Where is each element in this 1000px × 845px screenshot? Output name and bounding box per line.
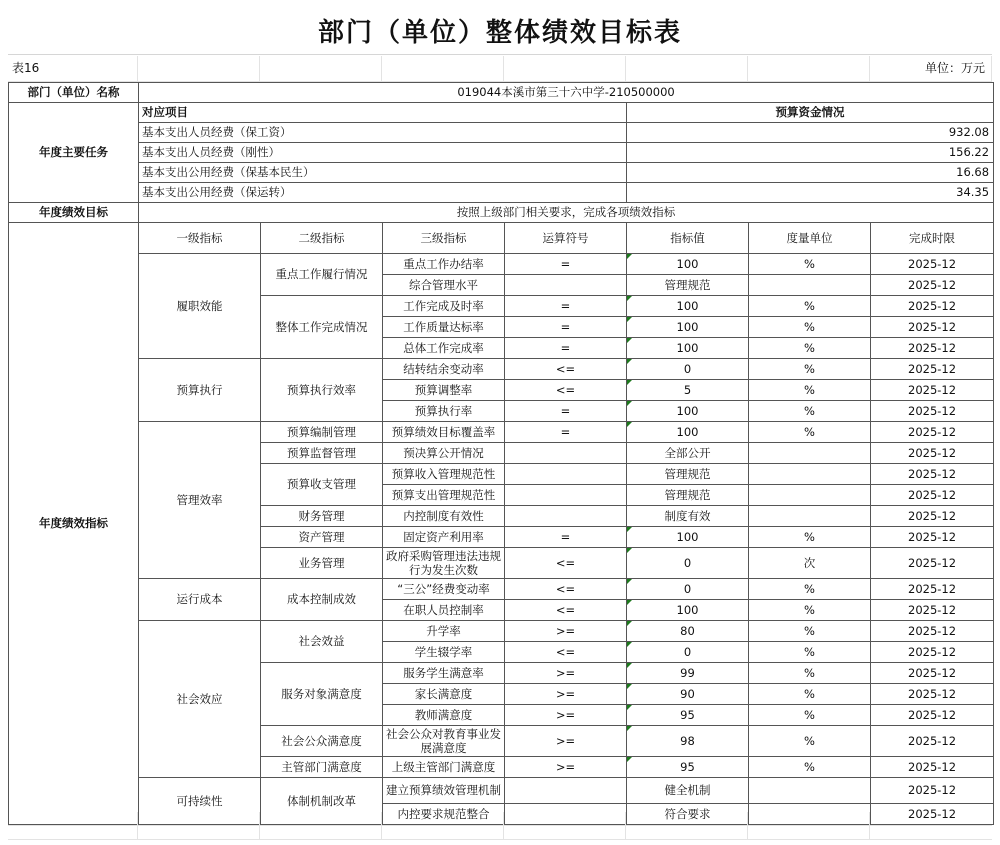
unit-cell[interactable]: % — [749, 642, 871, 663]
unit-cell[interactable] — [749, 443, 871, 464]
task-item[interactable]: 基本支出人员经费（保工资） — [139, 123, 627, 143]
op-cell[interactable]: = — [505, 254, 627, 275]
empty-cell[interactable] — [748, 56, 870, 82]
gridline — [625, 812, 626, 840]
unit-cell[interactable]: % — [749, 401, 871, 422]
op-cell[interactable]: = — [505, 296, 627, 317]
op-cell[interactable]: >= — [505, 684, 627, 705]
empty-cell[interactable] — [504, 56, 626, 82]
l3-cell[interactable]: 预算绩效目标覆盖率 — [383, 422, 505, 443]
value-cell[interactable]: 98 — [627, 726, 749, 757]
op-cell[interactable]: >= — [505, 621, 627, 642]
annual-goal-label: 年度绩效目标 — [9, 203, 139, 223]
gridline — [869, 812, 870, 840]
unit-cell[interactable]: % — [749, 317, 871, 338]
l2-cell[interactable]: 业务管理 — [261, 548, 383, 579]
l3-cell[interactable]: 综合管理水平 — [383, 275, 505, 296]
header-op: 运算符号 — [505, 223, 627, 254]
header-l3: 三级指标 — [383, 223, 505, 254]
sheet-header-row — [8, 56, 992, 81]
col-budget-header: 预算资金情况 — [627, 103, 994, 123]
time-cell[interactable]: 2025-12 — [871, 338, 994, 359]
value-cell[interactable]: 99 — [627, 663, 749, 684]
value-cell[interactable]: 80 — [627, 621, 749, 642]
header-value: 指标值 — [627, 223, 749, 254]
indicators-label: 年度绩效指标 — [9, 223, 139, 825]
time-cell[interactable]: 2025-12 — [871, 726, 994, 757]
l2-cell[interactable]: 资产管理 — [261, 527, 383, 548]
task-amount[interactable]: 16.68 — [627, 163, 994, 183]
value-cell[interactable]: 100 — [627, 422, 749, 443]
time-cell[interactable]: 2025-12 — [871, 663, 994, 684]
unit-cell[interactable] — [749, 485, 871, 506]
op-cell[interactable] — [505, 485, 627, 506]
l2-cell[interactable]: 预算执行效率 — [261, 359, 383, 422]
unit-cell[interactable] — [749, 506, 871, 527]
header-unit: 度量单位 — [749, 223, 871, 254]
unit-cell[interactable] — [749, 778, 871, 804]
op-cell[interactable] — [505, 464, 627, 485]
time-cell[interactable]: 2025-12 — [871, 380, 994, 401]
unit-cell[interactable]: % — [749, 338, 871, 359]
l3-cell[interactable]: 工作质量达标率 — [383, 317, 505, 338]
unit-cell[interactable] — [749, 464, 871, 485]
op-cell[interactable]: = — [505, 422, 627, 443]
unit-cell[interactable]: % — [749, 579, 871, 600]
l3-cell[interactable]: 升学率 — [383, 621, 505, 642]
gridline — [8, 839, 992, 840]
gridline — [747, 812, 748, 840]
l1-cell[interactable]: 可持续性 — [139, 778, 261, 825]
l1-cell[interactable]: 预算执行 — [139, 359, 261, 422]
l3-cell[interactable]: 预决算公开情况 — [383, 443, 505, 464]
unit-label: 单位：万元 — [924, 61, 985, 75]
l3-cell[interactable]: 学生辍学率 — [383, 642, 505, 663]
value-cell[interactable]: 全部公开 — [627, 443, 749, 464]
empty-cell[interactable] — [138, 56, 260, 82]
unit-cell[interactable] — [749, 275, 871, 296]
dept-value[interactable]: 019044本溪市第三十六中学-210500000 — [139, 83, 994, 103]
op-cell[interactable]: >= — [505, 757, 627, 778]
time-cell[interactable]: 2025-12 — [871, 548, 994, 579]
unit-cell[interactable]: % — [749, 600, 871, 621]
l3-cell[interactable]: 总体工作完成率 — [383, 338, 505, 359]
value-cell[interactable]: 管理规范 — [627, 485, 749, 506]
l2-cell[interactable]: 主管部门满意度 — [261, 757, 383, 778]
performance-table — [8, 82, 994, 825]
page-title: 部门（单位）整体绩效目标表 — [8, 6, 992, 55]
l1-cell[interactable]: 社会效应 — [139, 621, 261, 778]
time-cell[interactable]: 2025-12 — [871, 705, 994, 726]
time-cell[interactable]: 2025-12 — [871, 401, 994, 422]
l2-cell[interactable]: 整体工作完成情况 — [261, 296, 383, 359]
op-cell[interactable]: <= — [505, 359, 627, 380]
op-cell[interactable]: <= — [505, 548, 627, 579]
op-cell[interactable]: >= — [505, 663, 627, 684]
l3-cell[interactable]: 重点工作办结率 — [383, 254, 505, 275]
time-cell[interactable]: 2025-12 — [871, 804, 994, 825]
op-cell[interactable]: >= — [505, 726, 627, 757]
value-cell[interactable]: 0 — [627, 548, 749, 579]
value-cell[interactable]: 100 — [627, 317, 749, 338]
unit-cell[interactable]: % — [749, 621, 871, 642]
time-cell[interactable]: 2025-12 — [871, 778, 994, 804]
time-cell[interactable]: 2025-12 — [871, 359, 994, 380]
op-cell[interactable]: <= — [505, 579, 627, 600]
l3-cell[interactable]: 在职人员控制率 — [383, 600, 505, 621]
time-cell[interactable]: 2025-12 — [871, 621, 994, 642]
value-cell[interactable]: 95 — [627, 757, 749, 778]
l2-cell[interactable]: 预算收支管理 — [261, 464, 383, 506]
value-cell[interactable]: 0 — [627, 359, 749, 380]
unit-cell[interactable]: % — [749, 757, 871, 778]
time-cell[interactable]: 2025-12 — [871, 579, 994, 600]
l3-cell[interactable]: 工作完成及时率 — [383, 296, 505, 317]
l2-cell[interactable]: 社会公众满意度 — [261, 726, 383, 757]
value-cell[interactable]: 100 — [627, 401, 749, 422]
gridline — [259, 812, 260, 840]
l3-cell[interactable]: 上级主管部门满意度 — [383, 757, 505, 778]
op-cell[interactable]: >= — [505, 705, 627, 726]
op-cell[interactable]: = — [505, 527, 627, 548]
time-cell[interactable]: 2025-12 — [871, 275, 994, 296]
gridline — [137, 812, 138, 840]
op-cell[interactable]: = — [505, 338, 627, 359]
l3-cell[interactable]: 内控要求规范整合 — [383, 804, 505, 825]
l2-cell[interactable]: 财务管理 — [261, 506, 383, 527]
empty-cell[interactable] — [260, 56, 382, 82]
l1-cell[interactable]: 履职效能 — [139, 254, 261, 359]
unit-cell[interactable]: % — [749, 359, 871, 380]
time-cell[interactable]: 2025-12 — [871, 506, 994, 527]
l3-cell[interactable]: 预算收入管理规范性 — [383, 464, 505, 485]
dept-label: 部门（单位）名称 — [9, 83, 139, 103]
unit-cell[interactable]: % — [749, 254, 871, 275]
value-cell[interactable]: 90 — [627, 684, 749, 705]
annual-tasks-label: 年度主要任务 — [9, 103, 139, 203]
op-cell[interactable] — [505, 778, 627, 804]
l3-cell[interactable]: 社会公众对教育事业发展满意度 — [383, 726, 505, 757]
time-cell[interactable]: 2025-12 — [871, 296, 994, 317]
l3-cell[interactable]: 结转结余变动率 — [383, 359, 505, 380]
value-cell[interactable]: 100 — [627, 296, 749, 317]
op-cell[interactable]: = — [505, 401, 627, 422]
l3-cell[interactable]: 教师满意度 — [383, 705, 505, 726]
value-cell[interactable]: 5 — [627, 380, 749, 401]
value-cell[interactable]: 100 — [627, 527, 749, 548]
l1-cell[interactable]: 管理效率 — [139, 422, 261, 579]
value-cell[interactable]: 100 — [627, 254, 749, 275]
value-cell[interactable]: 100 — [627, 600, 749, 621]
l1-cell[interactable]: 运行成本 — [139, 579, 261, 621]
value-cell[interactable]: 管理规范 — [627, 464, 749, 485]
l3-cell[interactable]: 固定资产利用率 — [383, 527, 505, 548]
time-cell[interactable]: 2025-12 — [871, 317, 994, 338]
time-cell[interactable]: 2025-12 — [871, 600, 994, 621]
header-l2: 二级指标 — [261, 223, 383, 254]
op-cell[interactable] — [505, 275, 627, 296]
l3-cell[interactable]: 预算执行率 — [383, 401, 505, 422]
unit-cell[interactable]: % — [749, 726, 871, 757]
table-number: 表16 — [12, 61, 40, 75]
value-cell[interactable]: 管理规范 — [627, 275, 749, 296]
header-l1: 一级指标 — [139, 223, 261, 254]
op-cell[interactable] — [505, 443, 627, 464]
l3-cell[interactable]: 预算支出管理规范性 — [383, 485, 505, 506]
op-cell[interactable]: = — [505, 317, 627, 338]
unit-cell[interactable]: % — [749, 663, 871, 684]
empty-cell[interactable] — [626, 56, 748, 82]
task-item[interactable]: 基本支出公用经费（保基本民生） — [139, 163, 627, 183]
annual-goal-value[interactable]: 按照上级部门相关要求，完成各项绩效指标 — [139, 203, 994, 223]
time-cell[interactable]: 2025-12 — [871, 464, 994, 485]
l2-cell[interactable]: 服务对象满意度 — [261, 663, 383, 726]
task-amount[interactable]: 932.08 — [627, 123, 994, 143]
l2-cell[interactable]: 成本控制成效 — [261, 579, 383, 621]
cell-table-no[interactable] — [8, 56, 138, 82]
l2-cell[interactable]: 体制机制改革 — [261, 778, 383, 825]
op-cell[interactable]: <= — [505, 642, 627, 663]
empty-rows — [8, 812, 992, 840]
unit-cell[interactable]: 次 — [749, 548, 871, 579]
l3-cell[interactable]: “三公”经费变动率 — [383, 579, 505, 600]
unit-cell[interactable]: % — [749, 684, 871, 705]
empty-cell[interactable] — [382, 56, 504, 82]
time-cell[interactable]: 2025-12 — [871, 422, 994, 443]
l2-cell[interactable]: 预算监督管理 — [261, 443, 383, 464]
l3-cell[interactable]: 预算调整率 — [383, 380, 505, 401]
task-amount[interactable]: 34.35 — [627, 183, 994, 203]
l3-cell[interactable]: 政府采购管理违法违规行为发生次数 — [383, 548, 505, 579]
op-cell[interactable]: <= — [505, 600, 627, 621]
gridline — [503, 812, 504, 840]
value-cell[interactable]: 健全机制 — [627, 778, 749, 804]
col-item-header: 对应项目 — [139, 103, 627, 123]
value-cell[interactable]: 100 — [627, 338, 749, 359]
unit-cell[interactable]: % — [749, 527, 871, 548]
l3-cell[interactable]: 内控制度有效性 — [383, 506, 505, 527]
l2-cell[interactable]: 社会效益 — [261, 621, 383, 663]
l2-cell[interactable]: 重点工作履行情况 — [261, 254, 383, 296]
time-cell[interactable]: 2025-12 — [871, 443, 994, 464]
task-item[interactable]: 基本支出人员经费（刚性） — [139, 143, 627, 163]
gridline — [381, 812, 382, 840]
l3-cell[interactable]: 服务学生满意率 — [383, 663, 505, 684]
time-cell[interactable]: 2025-12 — [871, 757, 994, 778]
unit-cell[interactable]: % — [749, 380, 871, 401]
header-time: 完成时限 — [871, 223, 994, 254]
value-cell[interactable]: 95 — [627, 705, 749, 726]
task-amount[interactable]: 156.22 — [627, 143, 994, 163]
value-cell[interactable]: 制度有效 — [627, 506, 749, 527]
l3-cell[interactable]: 建立预算绩效管理机制 — [383, 778, 505, 804]
op-cell[interactable] — [505, 506, 627, 527]
gridline — [8, 825, 992, 826]
time-cell[interactable]: 2025-12 — [871, 254, 994, 275]
unit-cell[interactable]: % — [749, 296, 871, 317]
value-cell[interactable]: 0 — [627, 579, 749, 600]
time-cell[interactable]: 2025-12 — [871, 684, 994, 705]
cell-unit[interactable] — [870, 56, 992, 82]
value-cell[interactable]: 0 — [627, 642, 749, 663]
unit-cell[interactable]: % — [749, 705, 871, 726]
op-cell[interactable]: <= — [505, 380, 627, 401]
time-cell[interactable]: 2025-12 — [871, 642, 994, 663]
value-cell[interactable]: 符合要求 — [627, 804, 749, 825]
l2-cell[interactable]: 预算编制管理 — [261, 422, 383, 443]
unit-cell[interactable]: % — [749, 422, 871, 443]
task-item[interactable]: 基本支出公用经费（保运转） — [139, 183, 627, 203]
l3-cell[interactable]: 家长满意度 — [383, 684, 505, 705]
time-cell[interactable]: 2025-12 — [871, 527, 994, 548]
time-cell[interactable]: 2025-12 — [871, 485, 994, 506]
